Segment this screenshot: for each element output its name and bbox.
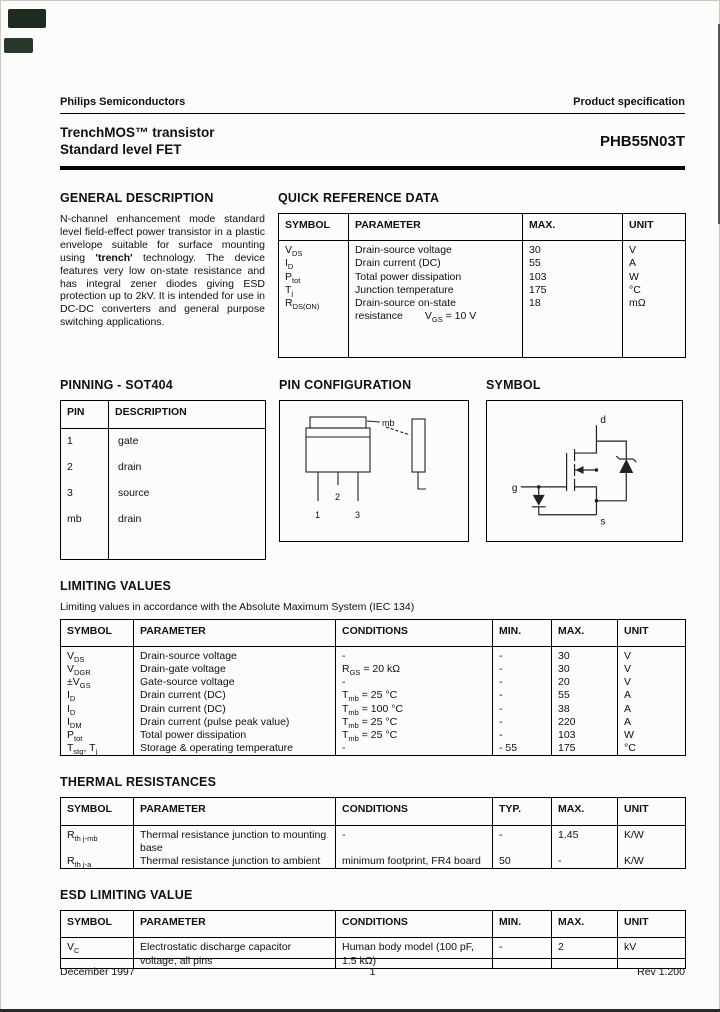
parameter-cell: Drain current (DC) [134,689,336,702]
cond-sub: GS [349,668,361,677]
col-parameter: PARAMETER [134,911,336,938]
symbol-sub: DS [292,249,303,258]
col-max: MAX. [523,214,623,241]
symbol-base: P [67,729,75,742]
max-cell: 30 [552,646,618,663]
pin-cell: 1 [61,428,109,455]
spacer-cell [349,323,523,358]
pin-configuration-heading: PIN CONFIGURATION [279,378,412,393]
desc-text-2: technology. The device features very low on-state resistance and has integral zener diodes giving ESD protection up to 2kV. It is intended for use in DC-DC converters and general purpose switching applications. [60,251,265,329]
esd-limiting-value-heading: ESD LIMITING VALUE [60,888,193,903]
col-pin: PIN [61,401,109,428]
symbol-base: V [67,941,75,954]
conditions-cell [336,689,493,702]
symbol-cell [61,663,134,676]
spacer-cell [523,323,623,358]
footer-page-number: 1 [369,966,376,978]
table-row [61,428,266,455]
min-cell: - [493,729,552,742]
cond-rest: = 10 V [442,310,477,323]
pinning-section [60,378,266,559]
parameter-cell: Thermal resistance junction to ambient [134,855,336,869]
parameter-cell: Total power dissipation [134,729,336,742]
unit-cell: V [623,241,686,258]
parameter-cell: Drain current (pulse peak value) [134,716,336,729]
cond-base: R [342,663,350,676]
unit-cell: kV [618,938,686,968]
title-block [60,124,685,158]
typ-cell: - [493,825,552,855]
symbol-sub: th j-mb [74,833,98,843]
col-unit: UNIT [623,214,686,241]
conditions-cell [336,729,493,742]
symbol-sub: DM [69,720,82,730]
symbol-base: V [285,244,293,257]
symbol-cell [61,825,134,855]
symbol-cell [61,689,134,702]
symbol-sub: tot [292,275,301,284]
cond-base: - [342,742,346,755]
symbol-cell [279,241,349,258]
symbol-cell [279,310,349,323]
terminal-label-g: g [511,483,518,495]
unit-cell: V [618,646,686,663]
col-max: MAX. [552,911,618,938]
table-row [279,271,686,284]
symbol-sub: C [74,946,80,956]
scan-artifact [4,38,33,53]
parameter-cell: Storage & operating temperature [134,742,336,756]
max-cell: 38 [552,703,618,716]
scan-artifact [8,9,46,28]
symbol-sub: D [69,694,76,703]
description-and-quick-reference [60,191,685,358]
symbol-base: I [285,257,288,270]
conditions-cell: Human body model (100 pF, 1.5 kΩ) [336,938,493,968]
thermal-resistances-table [60,797,686,869]
symbol-heading: SYMBOL [486,378,541,393]
footer-revision: Rev 1.200 [637,966,685,978]
unit-cell: W [618,729,686,742]
parameter-cell [349,310,523,323]
parameter-cell: Drain-source voltage [349,241,523,258]
col-max: MAX. [552,619,618,646]
pin-description-cell: source [109,481,266,507]
page-footer [60,958,685,978]
cond-rest: = 25 °C [358,689,398,702]
max-cell: 20 [552,676,618,689]
min-cell: - [493,676,552,689]
table-row [61,825,686,855]
parameter-cell: Drain-source on-state [349,297,523,310]
typ-cell: 50 [493,855,552,869]
table-row [61,481,266,507]
max-cell [523,310,623,323]
symbol-sub: stg [73,747,84,756]
pin-cell: 3 [61,481,109,507]
col-unit: UNIT [618,619,686,646]
symbol-base: ±V [67,676,80,689]
max-cell: - [552,855,618,869]
symbol-base: T [285,283,292,296]
unit-cell: K/W [618,855,686,869]
parameter-cell: Drain-source voltage [134,646,336,663]
cond-sub: GS [431,315,443,324]
spacer-cell [109,533,266,560]
col-symbol: SYMBOL [61,911,134,938]
symbol-sub: D [69,707,76,716]
limiting-values-heading: LIMITING VALUES [60,578,172,593]
document-title [60,124,215,158]
table-header-row [61,619,686,646]
pin-label-3: 3 [355,510,361,521]
general-description-section [60,191,265,358]
unit-cell: W [623,271,686,284]
unit-cell: K/W [618,825,686,855]
col-parameter: PARAMETER [349,214,523,241]
title-rule [60,166,685,170]
symbol-box [486,400,683,542]
symbol-base: P [285,270,293,283]
min-cell: - [493,938,552,968]
parameter-cell: Total power dissipation [349,271,523,284]
symbol-cell [61,855,134,869]
symbol-sub: DGR [74,668,91,677]
min-cell: - [493,716,552,729]
cond-rest: = 25 °C [358,715,398,728]
symbol-base-2: , T [83,742,96,755]
table-row [279,284,686,297]
spec-type: Product specification [573,96,685,108]
parameter-cell: Drain-gate voltage [134,663,336,676]
cond-sub: mb [348,734,359,743]
unit-cell: V [618,676,686,689]
spacer-cell [279,323,349,358]
max-cell: 103 [523,271,623,284]
min-cell: - [493,689,552,702]
terminal-label-s: s [600,517,606,529]
max-cell: 18 [523,297,623,310]
desc-text-1: N-channel enhancement mode standard level field-effect power transistor in a plastic envelope suitable for surface mounting using [60,213,265,264]
col-unit: UNIT [618,798,686,825]
footer-row [60,966,685,978]
col-conditions: CONDITIONS [336,619,493,646]
table-row [61,663,686,676]
col-parameter: PARAMETER [134,798,336,825]
cond-sub: mb [348,707,359,716]
cond-base: T [342,702,349,715]
col-max: MAX. [552,798,618,825]
unit-cell: °C [618,742,686,756]
symbol-cell [61,646,134,663]
col-description: DESCRIPTION [109,401,266,428]
quick-reference-section [278,191,686,358]
max-cell: 30 [523,241,623,258]
conditions-cell [336,742,493,756]
symbol-base: V [67,663,75,676]
min-cell: - 55 [493,742,552,756]
unit-cell: A [618,703,686,716]
symbol-sub: tot [74,734,83,743]
unit-cell: °C [623,284,686,297]
conditions-cell [336,646,493,663]
symbol-base: I [67,689,70,702]
table-row [61,729,686,742]
symbol-base: R [67,828,75,841]
mosfet-symbol-drawing [487,401,682,537]
unit-cell: A [623,257,686,270]
min-cell: - [493,646,552,663]
max-cell: 175 [552,742,618,756]
table-row [61,646,686,663]
symbol-cell [279,257,349,270]
unit-cell [623,310,686,323]
title-line-1: TrenchMOS™ transistor [60,125,215,140]
symbol-section [486,378,683,559]
table-header-row [61,911,686,938]
parameter-continued: resistance [355,310,403,323]
col-symbol: SYMBOL [279,214,349,241]
col-conditions: CONDITIONS [336,798,493,825]
footer-rule [60,958,685,959]
symbol-cell [61,729,134,742]
unit-cell: V [618,663,686,676]
symbol-cell [61,676,134,689]
thermal-resistances-heading: THERMAL RESISTANCES [60,775,217,790]
spacer-cell [623,323,686,358]
pinning-table [60,400,266,559]
cond-rest: = 20 kΩ [360,663,401,676]
header-rule [60,113,685,114]
page-content [60,0,685,969]
max-cell: 2 [552,938,618,968]
quick-reference-table [278,213,686,358]
symbol-base: R [67,855,75,868]
general-description-text [60,213,265,329]
cond-base: T [342,689,349,702]
max-cell: 220 [552,716,618,729]
parameter-cell: Drain current (DC) [134,703,336,716]
cond-base: V [424,310,432,323]
symbol-cell [279,297,349,310]
max-cell: 175 [523,284,623,297]
table-row [61,507,266,533]
pin-configuration-drawing [280,401,468,537]
unit-cell: A [618,716,686,729]
cond-base: T [342,729,349,742]
table-row [61,716,686,729]
symbol-cell [61,703,134,716]
symbol-sub: GS [79,681,91,690]
table-header-row [61,798,686,825]
publisher-name: Philips Semiconductors [60,96,186,108]
table-spacer-row [61,533,266,560]
pin-cell: 2 [61,455,109,481]
pin-configuration-box [279,400,469,542]
cond-base: T [342,715,349,728]
col-symbol: SYMBOL [61,798,134,825]
parameter-cell: Electrostatic discharge capacitor voltage, all pins [134,938,336,968]
document-header [60,96,685,108]
max-cell: 103 [552,729,618,742]
conditions-cell [336,716,493,729]
table-row [61,742,686,756]
symbol-sub: th j-a [74,860,92,869]
pin-description-cell: gate [109,428,266,455]
part-number: PHB55N03T [599,132,685,150]
max-cell: 55 [552,689,618,702]
parameter-cell: Gate-source voltage [134,676,336,689]
col-conditions: CONDITIONS [336,911,493,938]
symbol-cell [61,742,134,756]
symbol-sub: DS [74,654,85,664]
unit-cell: mΩ [623,297,686,310]
cond-rest: = 25 °C [358,729,398,742]
table-row [61,703,686,716]
table-header-row [279,214,686,241]
max-cell: 55 [523,257,623,270]
pinning-heading: PINNING - SOT404 [60,378,173,393]
conditions-cell [336,663,493,676]
pin-description-cell: drain [109,507,266,533]
table-spacer-row [279,323,686,358]
conditions-cell [336,676,493,689]
table-row [61,855,686,869]
footer-date: December 1997 [60,966,135,978]
quick-reference-heading: QUICK REFERENCE DATA [278,191,440,205]
limiting-values-subtitle: Limiting values in accordance with the Absolute Maximum System (IEC 134) [60,600,415,613]
symbol-cell [61,716,134,729]
cond-base: - [342,676,346,689]
table-row [61,455,266,481]
pin-configuration-section [279,378,469,559]
table-row [279,310,686,323]
cond-rest: = 100 °C [358,702,404,715]
cond-sub: mb [348,720,359,730]
table-row [279,241,686,258]
col-min: MIN. [493,619,552,646]
conditions-cell: minimum footprint, FR4 board [336,855,493,869]
title-line-2: Standard level FET [60,142,182,157]
min-cell: - [493,663,552,676]
min-cell: - [493,703,552,716]
parameter-cell: Thermal resistance junction to mounting base [134,825,336,855]
terminal-label-d: d [600,415,606,427]
parameter-cell: Drain current (DC) [349,257,523,270]
max-cell: 30 [552,663,618,676]
desc-trench-emphasis: 'trench' [95,251,133,264]
symbol-base: I [67,702,70,715]
pinning-and-drawings [60,378,685,559]
spacer-cell [61,533,109,560]
cond-sub: mb [348,694,359,703]
table-row [61,676,686,689]
col-parameter: PARAMETER [134,619,336,646]
table-row [61,689,686,702]
symbol-base: R [285,297,293,310]
table-row [279,297,686,310]
col-min: MIN. [493,911,552,938]
symbol-sub: DS(ON) [292,302,320,311]
table-header-row [61,401,266,428]
max-cell: 1.45 [552,825,618,855]
pin-description-cell: drain [109,455,266,481]
symbol-base: T [67,742,74,755]
symbol-base: V [67,649,75,662]
conditions-cell: - [336,825,493,855]
table-row [279,257,686,270]
conditions-cell [336,703,493,716]
symbol-cell [279,271,349,284]
pin-label-mb: mb [382,418,395,429]
general-description-heading: GENERAL DESCRIPTION [60,191,214,205]
pin-cell: mb [61,507,109,533]
symbol-sub: D [287,262,294,271]
unit-cell: A [618,689,686,702]
col-typ: TYP. [493,798,552,825]
cond-base: - [342,649,346,662]
col-symbol: SYMBOL [61,619,134,646]
symbol-sub-2: j [95,747,98,756]
pin-label-2: 2 [335,492,341,503]
parameter-cell: Junction temperature [349,284,523,297]
col-unit: UNIT [618,911,686,938]
symbol-cell [279,284,349,297]
pin-label-1: 1 [315,510,321,521]
symbol-sub: j [291,288,294,298]
symbol-base: I [67,715,70,728]
limiting-values-table [60,619,686,757]
